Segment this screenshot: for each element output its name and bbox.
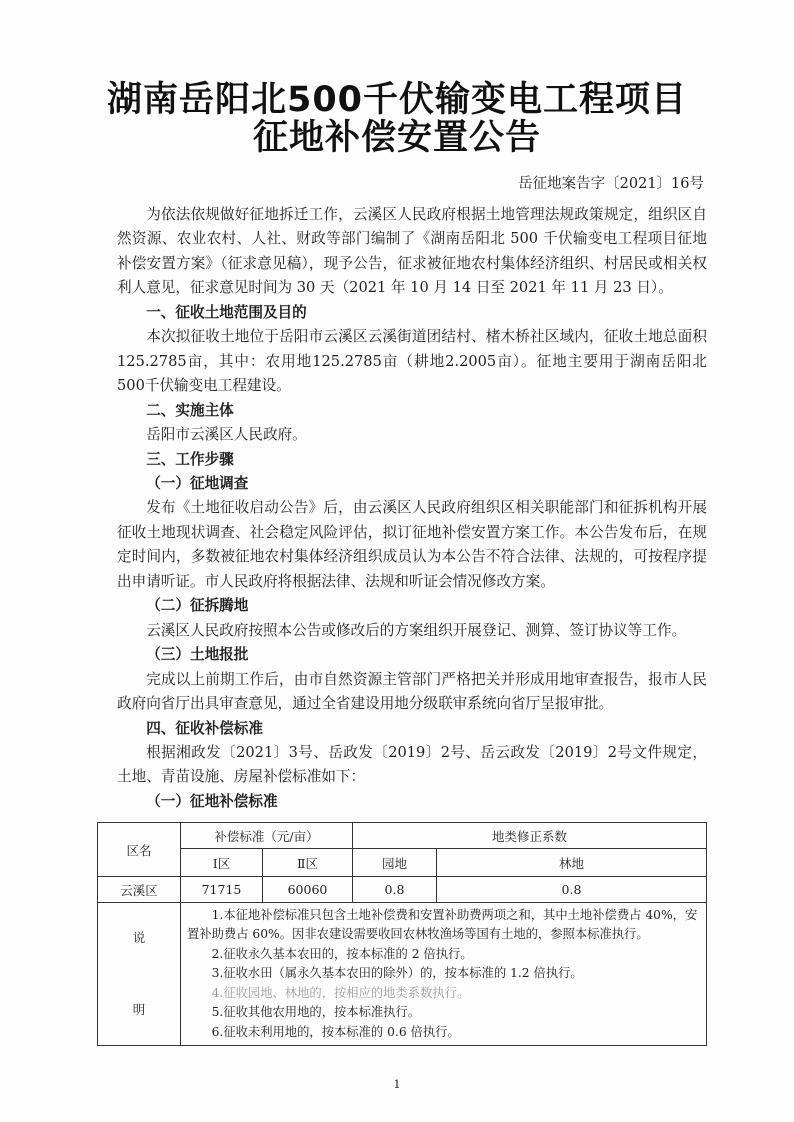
cell-district: 云溪区 — [98, 877, 181, 903]
title-line-1: 湖南岳阳北500千伏输变电工程项目 — [106, 80, 688, 120]
document-number: 岳征地案告字〔2021〕16号 — [518, 176, 704, 192]
header-coefficient: 地类修正系数 — [353, 823, 707, 849]
paragraph: 本次拟征收土地位于岳阳市云溪区云溪街道团结村、楮木桥社区域内，征收土地总面积125.2785亩，其中：农用地125.2785亩（耕地2.2005亩）。征地主要用于湖南岳阳北500千伏输变电工程建设。 — [117, 328, 707, 395]
section-heading: 二、实施主体 — [146, 401, 234, 419]
paragraph: 云溪区人民政府按照本公告或修改后的方案组织开展登记、测算、签订协议等工作。 — [146, 621, 687, 639]
note-item: 3.征收水田（属永久基本农田的除外）的，按本标准的 1.2 倍执行。 — [211, 966, 583, 981]
subsection-heading: （一）征地调查 — [146, 474, 249, 492]
intro-paragraph: 为依法依规做好征地拆迁工作，云溪区人民政府根据土地管理法规政策规定，组织区自然资源、农业农村、人社、财政等部门编制了《湖南岳阳北 500 千伏输变电工程项目征地补偿安置方案》（征求意见稿），现予公告，征求被征地农村集体经济组织、村居民或相关权利人意见，征求意见时间为 30 天（2021 年 10 月 14 日至 2021 年 11 月 23 日）。 — [117, 206, 707, 297]
cell-zone-2: 60060 — [263, 877, 353, 903]
note-item: 1.本征地补偿标准只包含土地补偿费和安置补助费两项之和，其中土地补偿费占 40%，安置补助费占 60%。因非农建设需要收回农林牧渔场等国有土地的，参照本标准执行。 — [187, 907, 698, 942]
cell-zone-1: 71715 — [181, 877, 263, 903]
paragraph: 岳阳市云溪区人民政府。 — [146, 426, 307, 444]
section-heading: 一、征收土地范围及目的 — [146, 303, 307, 321]
notes-label-2: 明 — [132, 1002, 146, 1017]
cell-garden: 0.8 — [353, 877, 437, 903]
notes-label-1: 说 — [132, 930, 146, 945]
subsection-heading: （一）征地补偿标准 — [146, 792, 278, 810]
subsection-heading: （二）征拆腾地 — [146, 597, 249, 615]
compensation-table — [97, 822, 707, 1046]
note-item: 2.征收永久基本农田的，按本标准的 2 倍执行。 — [211, 946, 473, 961]
table-row — [98, 877, 707, 903]
subsection-heading: （三）土地报批 — [146, 646, 249, 664]
header-standard: 补偿标准（元/亩） — [181, 823, 353, 849]
paragraph: 发布《土地征收启动公告》后，由云溪区人民政府组织区相关职能部门和征拆机构开展征收土地现状调查、社会稳定风险评估，拟订征地补偿安置方案工作。本公告发布后，在规定时间内，多数被征地农村集体经济组织成员认为本公告不符合法律、法规的，可按程序提出申请听证。市人民政府将根据法律、法规和听证会情况修改方案。 — [117, 499, 707, 590]
header-district: 区名 — [98, 823, 181, 877]
paragraph: 完成以上前期工作后，由市自然资源主管部门严格把关并形成用地审查报告，报市人民政府向省厅出具审查意见，通过全省建设用地分级联审系统向省厅呈报审批。 — [117, 670, 707, 713]
header-zone-2: Ⅱ区 — [263, 849, 353, 877]
section-heading: 四、征收补偿标准 — [146, 719, 263, 737]
header-garden: 园地 — [353, 849, 437, 877]
notes-label — [98, 903, 181, 1046]
notes-cell — [181, 903, 707, 1046]
document-body — [117, 203, 707, 814]
cell-forest: 0.8 — [437, 877, 707, 903]
note-item: 5.征收其他农用地的，按本标准执行。 — [211, 1005, 421, 1020]
note-item: 4.征收园地、林地的，按相应的地类系数执行。 — [211, 985, 470, 1000]
note-item: 6.征收未利用地的，按本标准的 0.6 倍执行。 — [211, 1024, 460, 1039]
section-heading: 三、工作步骤 — [146, 450, 234, 468]
header-zone-1: Ⅰ区 — [181, 849, 263, 877]
paragraph: 根据湘政发〔2021〕3号、岳政发〔2019〕2号、岳云政发〔2019〕2号文件规定，土地、青苗设施、房屋补偿标准如下： — [117, 743, 707, 786]
page-number: 1 — [393, 1078, 401, 1091]
header-forest: 林地 — [437, 849, 707, 877]
title-line-2: 征地补偿安置公告 — [252, 118, 541, 158]
